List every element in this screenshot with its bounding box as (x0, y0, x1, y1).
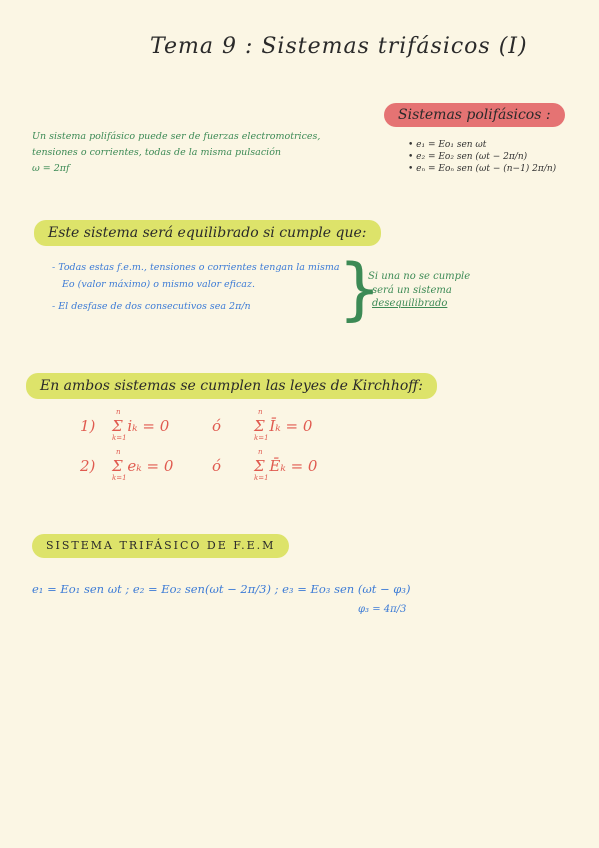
condition-2: - El desfase de dos consecutivos sea 2π/n (52, 301, 251, 312)
intro-line-1: Un sistema polifásico puede ser de fuerzas electromotrices, (32, 131, 321, 142)
kirchhoff-heading: En ambos sistemas se cumplen las leyes de Kirchhoff: (26, 373, 437, 399)
law-1-right-sum-bottom: k=1 (254, 434, 269, 442)
law-2-right-sum-bottom: k=1 (254, 474, 269, 482)
law-1-left-sum-bottom: k=1 (112, 434, 127, 442)
condition-1-line-2: Eo (valor máximo) o mismo valor eficaz. (62, 279, 255, 290)
law-1-left: Σ iₖ = 0 (112, 417, 170, 435)
law-1-left-sum-top: n (116, 408, 121, 416)
law-2-right: Σ Ēₖ = 0 (254, 457, 318, 475)
law-2-left-sum-bottom: k=1 (112, 474, 127, 482)
intro-line-3: ω = 2πf (32, 163, 70, 174)
condition-1-line-1: - Todas estas f.e.m., tensiones o corrientes tengan la misma (52, 262, 340, 273)
note-line-3: desequilibrado (372, 298, 448, 309)
law-2-right-sum-top: n (258, 448, 263, 456)
phi-3-value: φ₃ = 4π/3 (358, 604, 407, 615)
intro-line-2: tensiones o corrientes, todas de la misma pulsación (32, 147, 282, 158)
polifasico-equation-n: • eₙ = Eoₙ sen (ωt − (n−1) 2π/n) (408, 164, 557, 174)
law-1-or: ó (212, 417, 222, 435)
law-1-right-sum-top: n (258, 408, 263, 416)
polifasicos-label: Sistemas polifásicos : (384, 103, 565, 127)
polifasico-equation-1: • e₁ = Eo₁ sen ωt (408, 140, 487, 150)
law-2-or: ó (212, 457, 222, 475)
equilibrado-heading: Este sistema será equilibrado si cumple que: (34, 220, 381, 246)
law-2-left: Σ eₖ = 0 (112, 457, 174, 475)
note-line-1: Si una no se cumple (368, 271, 471, 282)
law-1-right: Σ Īₖ = 0 (254, 417, 313, 435)
polifasico-equation-2: • e₂ = Eo₂ sen (ωt − 2π/n) (408, 152, 528, 162)
law-1-number: 1) (80, 417, 96, 435)
page-title: Tema 9 : Sistemas trifásicos (I) (150, 34, 528, 59)
note-line-2: será un sistema (372, 285, 452, 296)
trifasico-heading: SISTEMA TRIFÁSICO DE F.E.M (32, 534, 289, 558)
trifasico-equation: e₁ = Eo₁ sen ωt ; e₂ = Eo₂ sen(ωt − 2π/3) ; e₃ = Eo₃ sen (ωt − φ₃) (32, 582, 411, 596)
curly-brace-icon: } (338, 250, 382, 329)
law-2-number: 2) (80, 457, 96, 475)
law-2-left-sum-top: n (116, 448, 121, 456)
